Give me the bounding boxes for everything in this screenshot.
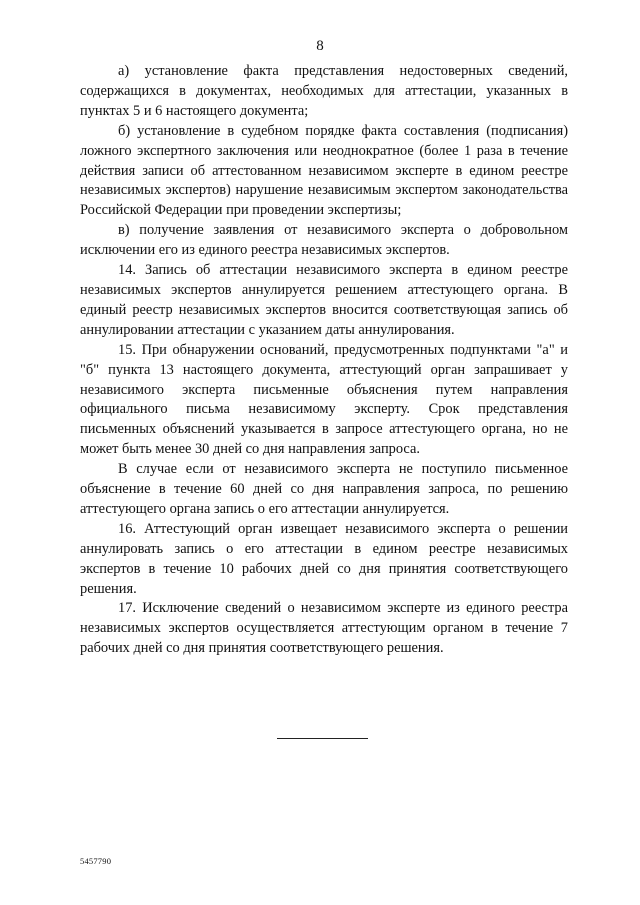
paragraph-15-continuation: В случае если от независимого эксперта не поступило письменное объяснение в течение 60 дней со дня направления запроса, по решению аттестующего органа запись о его аттестации аннулируется.	[80, 461, 568, 517]
paragraph-13-b: б) установление в судебном порядке факта составления (подписания) ложного экспертного заключения или неоднократное (более 1 раза в течение действия записи об аттестованном независимом эксперте в едином реестре независимых экспертов) нарушение независимым экспертом законодательства Российской Федерации при проведении экспертизы;	[80, 122, 568, 219]
paragraph-15: 15. При обнаружении оснований, предусмотренных подпунктами "а" и "б" пункта 13 настоящего документа, аттестующий орган запрашивает у независимого эксперта письменные объяснения путем направления официального письма независимому эксперту. Срок представления письменных объяснений указывается в запросе аттестующего органа, но не может быть менее 30 дней со дня направления запроса.	[80, 341, 568, 458]
paragraph-14: 14. Запись об аттестации независимого эксперта в едином реестре независимых экспертов аннулируется решением аттестующего органа. В единый реестр независимых экспертов вносится соответствующая запись об аннулировании аттестации с указанием даты аннулирования.	[80, 262, 568, 338]
paragraph-17: 17. Исключение сведений о независимом эксперте из единого реестра независимых экспертов осуществляется аттестующим органом в течение 7 рабочих дней со дня принятия соответствующего решения.	[80, 600, 568, 657]
end-separator-line	[277, 738, 368, 739]
paragraph-13-a: а) установление факта представления недостоверных сведений, содержащихся в документах, необходимых для аттестации, указанных в пунктах 5 и 6 настоящего документа;	[80, 63, 568, 119]
page-number: 8	[316, 38, 324, 54]
paragraph-13-v: в) получение заявления от независимого эксперта о добровольном исключении его из единого реестра независимых экспертов.	[80, 222, 568, 259]
document-code: 5457790	[80, 856, 112, 866]
paragraph-16: 16. Аттестующий орган извещает независимого эксперта о решении аннулировать запись о его аттестации в едином реестре независимых экспертов в течение 10 рабочих дней со дня принятия соответствующего решения.	[80, 520, 568, 597]
document-body	[80, 62, 568, 659]
